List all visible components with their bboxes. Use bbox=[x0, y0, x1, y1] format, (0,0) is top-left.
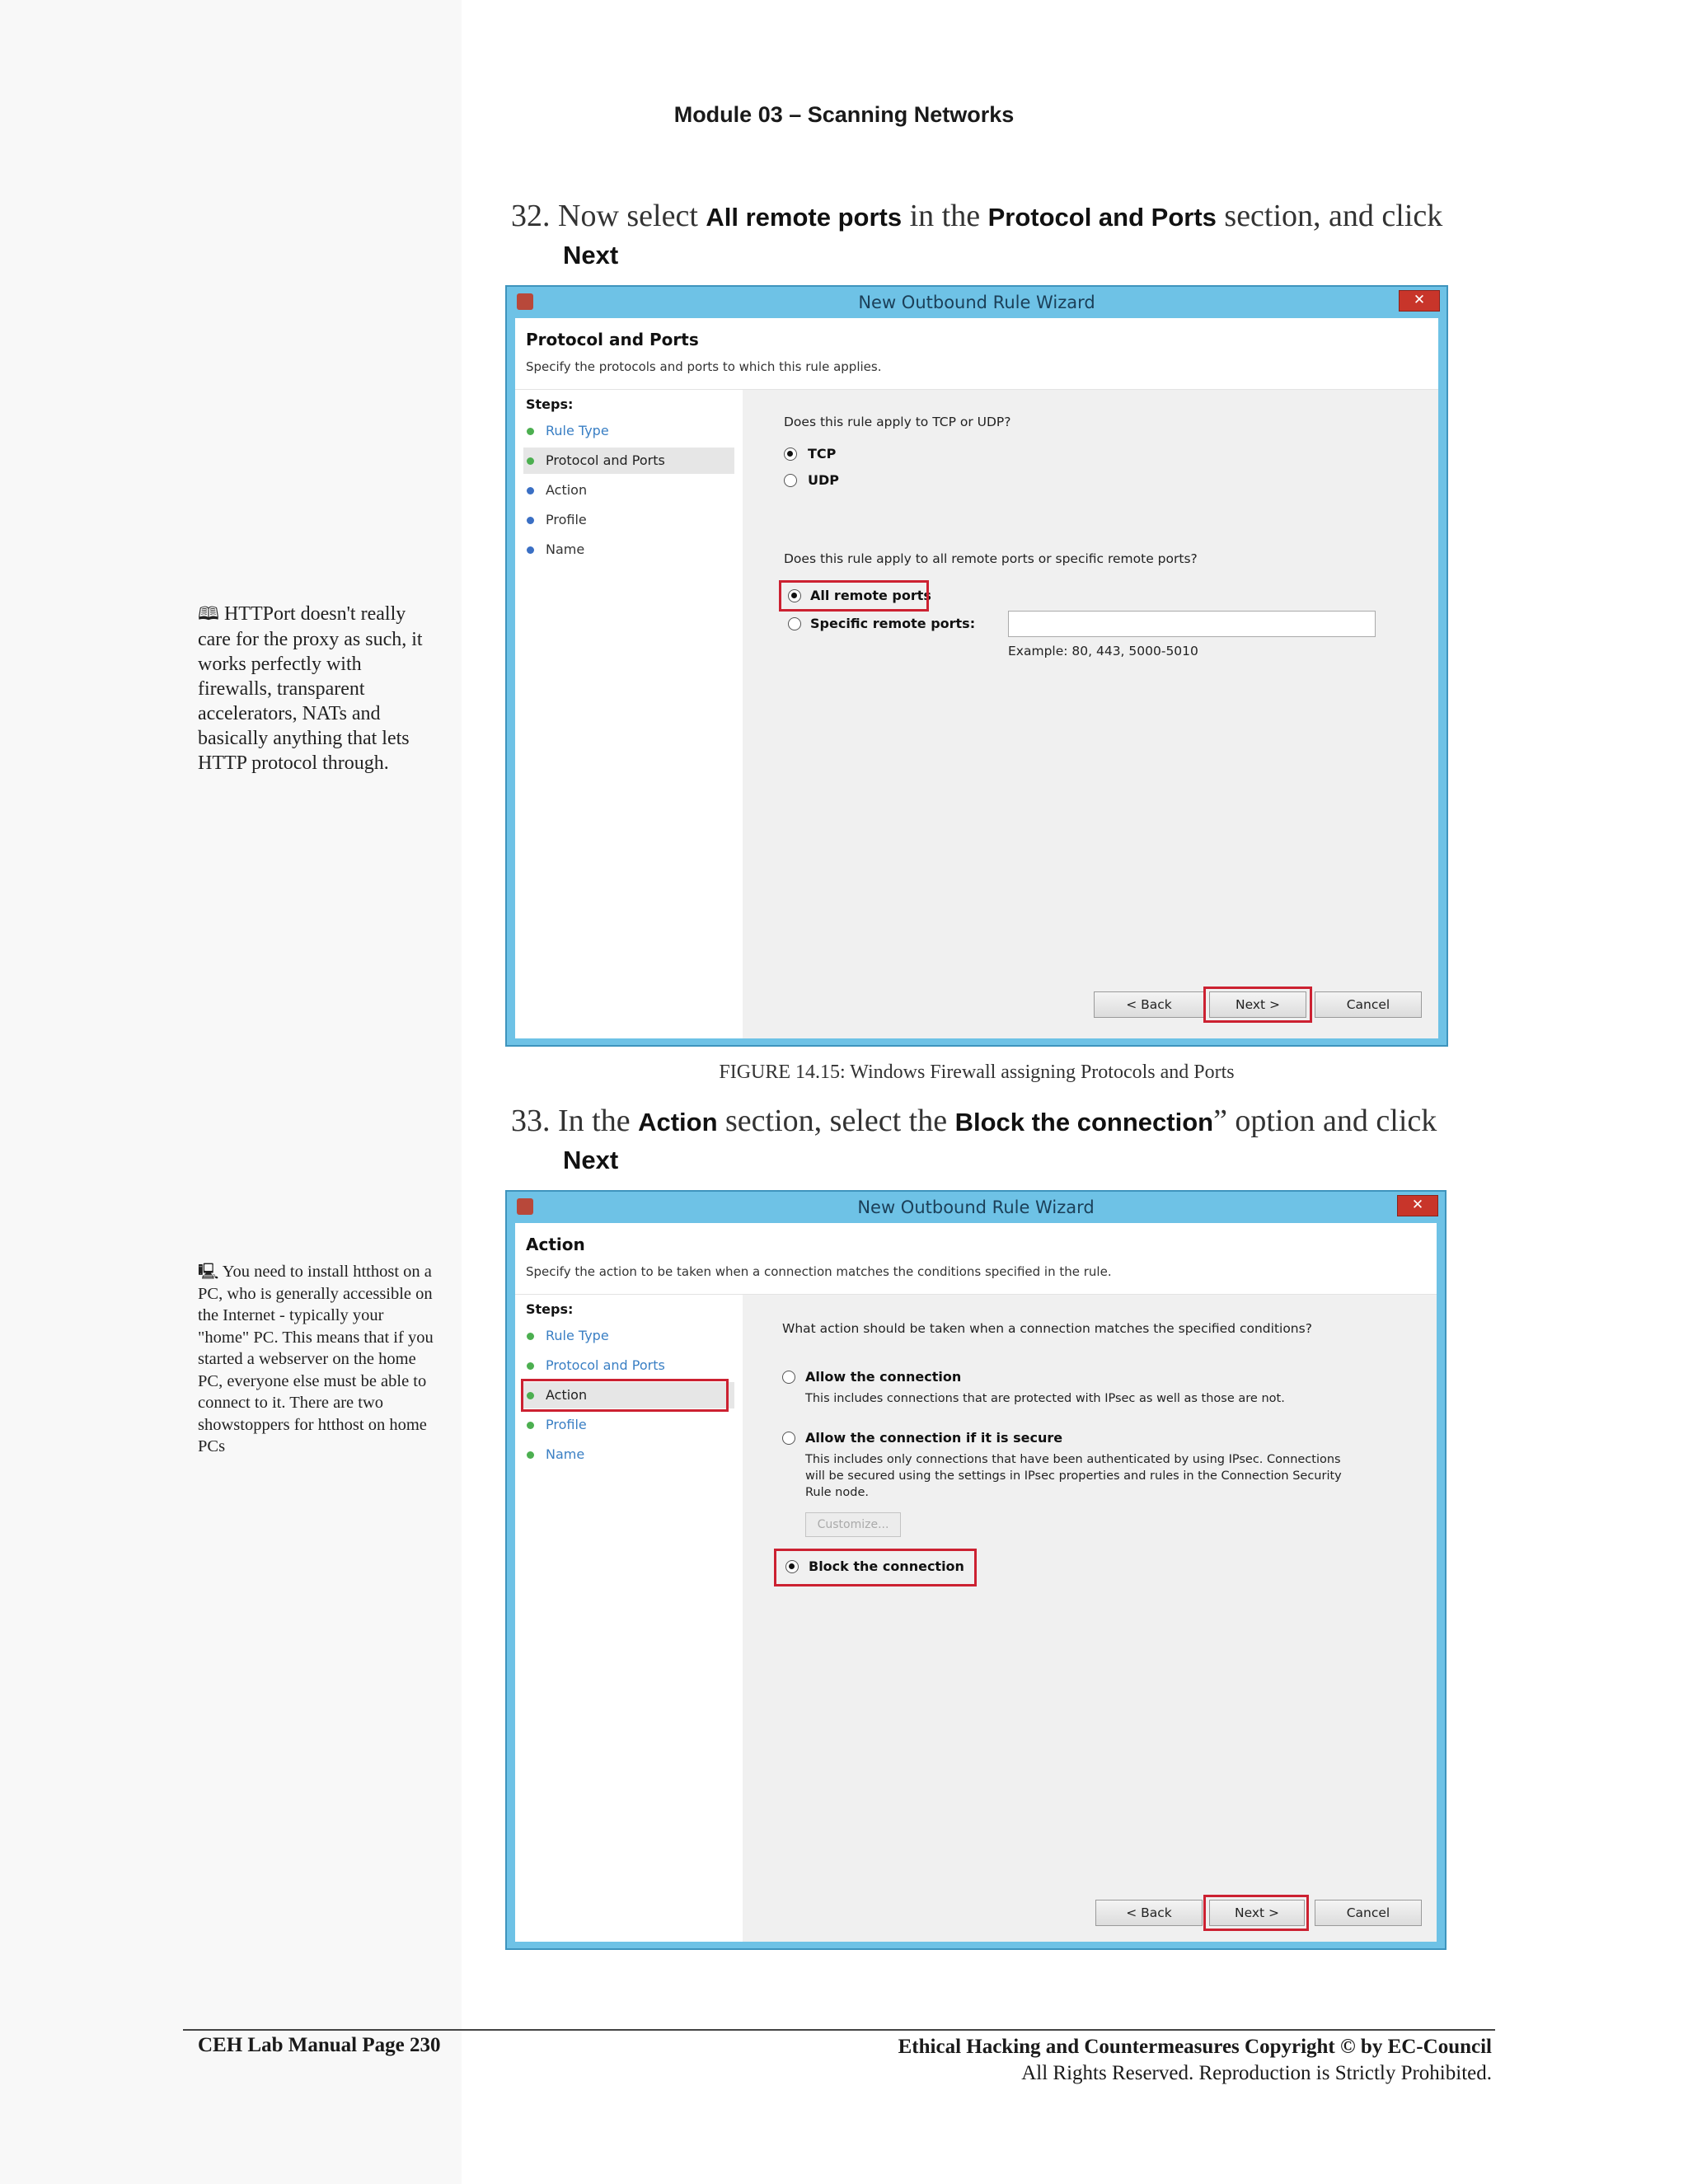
wizard-window-protocol-ports bbox=[505, 285, 1448, 1047]
specific-remote-ports-radio[interactable] bbox=[788, 617, 801, 630]
step-bold-next: Next bbox=[563, 241, 619, 269]
step-dot-icon bbox=[527, 1451, 534, 1459]
step-dot-icon bbox=[527, 457, 534, 465]
step-text: ” option and click bbox=[1213, 1104, 1437, 1138]
window-titlebar[interactable] bbox=[507, 287, 1447, 318]
steps-label: Steps: bbox=[526, 1301, 574, 1317]
step-item-rule-type[interactable] bbox=[523, 1323, 734, 1349]
all-remote-ports-label[interactable]: All remote ports bbox=[810, 588, 931, 603]
step-item-protocol-ports[interactable] bbox=[523, 1352, 734, 1379]
next-button[interactable]: Next > bbox=[1209, 1900, 1305, 1926]
section-description: Specify the protocols and ports to which this rule applies. bbox=[526, 359, 882, 374]
wizard-header bbox=[515, 1223, 1437, 1295]
computer-icon: 🖳 bbox=[198, 1263, 219, 1281]
step-dot-icon bbox=[527, 1333, 534, 1340]
step-dot-icon bbox=[527, 1422, 534, 1429]
back-button[interactable]: < Back bbox=[1095, 1900, 1203, 1926]
step-label: Protocol and Ports bbox=[546, 1357, 665, 1373]
allow-label[interactable]: Allow the connection bbox=[805, 1369, 962, 1385]
steps-label: Steps: bbox=[526, 396, 574, 412]
step-bold-protocol-and-ports: Protocol and Ports bbox=[987, 203, 1217, 232]
step-text: Now select bbox=[558, 199, 706, 233]
step-item-action[interactable] bbox=[523, 477, 734, 504]
step-label: Profile bbox=[546, 512, 587, 527]
allow-secure-desc-line3: Rule node. bbox=[805, 1486, 869, 1499]
note-text: You need to install htthost on a PC, who is generally accessible on the Internet - typically your "home" PC. This means that if you started a webserver on the home PC, everyone else must be able to connect to it. There are two showstoppers for htthost on home PCs bbox=[198, 1263, 434, 1455]
wizard-content bbox=[743, 390, 1438, 1038]
step-number: 32. bbox=[511, 199, 551, 233]
question-action: What action should be taken when a connection matches the specified conditions? bbox=[782, 1321, 1312, 1336]
close-button[interactable]: ✕ bbox=[1397, 1195, 1438, 1216]
specific-remote-ports-label[interactable]: Specific remote ports: bbox=[810, 616, 976, 631]
allow-secure-label[interactable]: Allow the connection if it is secure bbox=[805, 1430, 1063, 1446]
window-client bbox=[515, 1223, 1437, 1942]
step-label: Name bbox=[546, 541, 585, 557]
steps-panel bbox=[515, 1295, 743, 1942]
step-item-name[interactable] bbox=[523, 537, 734, 563]
highlight-action-step bbox=[521, 1379, 729, 1412]
step-text: In the bbox=[558, 1104, 639, 1138]
udp-label[interactable]: UDP bbox=[808, 472, 839, 488]
footer-rule bbox=[183, 2029, 1495, 2031]
section-title: Protocol and Ports bbox=[526, 330, 699, 349]
step-bold-block-connection: Block the connection bbox=[954, 1108, 1214, 1137]
allow-secure-desc-line2: will be secured using the settings in IPsec properties and rules in the Connection Security bbox=[805, 1469, 1342, 1483]
section-description: Specify the action to be taken when a connection matches the conditions specified in the rule. bbox=[526, 1264, 1112, 1279]
highlight-all-remote-ports bbox=[779, 580, 929, 612]
firewall-app-icon bbox=[517, 1198, 533, 1215]
highlight-block-connection bbox=[774, 1549, 977, 1586]
step-number: 33. bbox=[511, 1104, 551, 1138]
step-dot-icon bbox=[527, 546, 534, 554]
tcp-label[interactable]: TCP bbox=[808, 446, 837, 462]
specific-ports-input[interactable] bbox=[1008, 611, 1376, 637]
customize-button[interactable]: Customize... bbox=[805, 1512, 901, 1537]
wizard-content bbox=[743, 1295, 1437, 1942]
window-titlebar[interactable] bbox=[507, 1192, 1445, 1223]
udp-radio[interactable] bbox=[784, 474, 797, 487]
step-label: Name bbox=[546, 1446, 585, 1462]
book-icon: 🕮 bbox=[198, 604, 219, 625]
side-note-htthost bbox=[198, 1261, 437, 1458]
highlight-next-button bbox=[1203, 1895, 1309, 1931]
step-dot-icon bbox=[527, 517, 534, 524]
wizard-header bbox=[515, 318, 1438, 390]
step-label: Profile bbox=[546, 1417, 587, 1432]
step-label: Action bbox=[546, 1387, 588, 1403]
step-item-name[interactable] bbox=[523, 1441, 734, 1468]
note-text: HTTPort doesn't really care for the proxy as such, it works perfectly with firewalls, transparent accelerators, NATs and basically anything that lets HTTP protocol through. bbox=[198, 603, 423, 774]
section-title: Action bbox=[526, 1235, 585, 1254]
question-tcp-udp: Does this rule apply to TCP or UDP? bbox=[784, 415, 1011, 429]
side-note-httport bbox=[198, 602, 437, 776]
window-client bbox=[515, 318, 1438, 1038]
step-dot-icon bbox=[527, 1362, 534, 1370]
back-button[interactable]: < Back bbox=[1094, 991, 1204, 1018]
cancel-button[interactable]: Cancel bbox=[1315, 991, 1422, 1018]
block-label[interactable]: Block the connection bbox=[809, 1558, 964, 1574]
step-33-instruction bbox=[511, 1103, 1492, 1179]
allow-secure-desc-line1: This includes only connections that have been authenticated by using IPsec. Connections bbox=[805, 1453, 1341, 1466]
step-dot-icon bbox=[527, 487, 534, 494]
margin-sidebar bbox=[0, 0, 462, 2184]
wizard-window-action bbox=[505, 1190, 1447, 1950]
step-bold-action: Action bbox=[638, 1108, 718, 1137]
step-label: Action bbox=[546, 482, 588, 498]
figure-caption: FIGURE 14.15: Windows Firewall assigning Protocols and Ports bbox=[719, 1062, 1235, 1083]
highlight-next-button bbox=[1203, 987, 1312, 1023]
step-item-profile[interactable] bbox=[523, 507, 734, 533]
footer-copyright-line1: Ethical Hacking and Countermeasures Copyright © by EC-Council bbox=[898, 2036, 1492, 2058]
footer-page-label: CEH Lab Manual Page 230 bbox=[198, 2034, 441, 2056]
footer-copyright bbox=[898, 2034, 1492, 2087]
steps-panel bbox=[515, 390, 743, 1038]
ports-example: Example: 80, 443, 5000-5010 bbox=[1008, 644, 1198, 658]
step-dot-icon bbox=[527, 428, 534, 435]
step-item-protocol-ports[interactable] bbox=[523, 448, 734, 474]
window-title: New Outbound Rule Wizard bbox=[857, 1197, 1095, 1217]
step-bold-all-remote-ports: All remote ports bbox=[706, 203, 903, 232]
step-bold-next: Next bbox=[563, 1146, 619, 1174]
close-button[interactable]: ✕ bbox=[1399, 290, 1440, 312]
question-remote-ports: Does this rule apply to all remote ports or specific remote ports? bbox=[784, 551, 1198, 566]
step-item-profile[interactable] bbox=[523, 1412, 734, 1438]
step-32-instruction bbox=[511, 198, 1492, 274]
allow-description: This includes connections that are protected with IPsec as well as those are not. bbox=[805, 1392, 1285, 1405]
step-label: Rule Type bbox=[546, 423, 609, 438]
footer-copyright-line2: All Rights Reserved. Reproduction is Strictly Prohibited. bbox=[1021, 2062, 1492, 2084]
step-label: Protocol and Ports bbox=[546, 452, 665, 468]
step-text: in the bbox=[902, 199, 988, 233]
next-button[interactable]: Next > bbox=[1209, 991, 1306, 1018]
step-label: Rule Type bbox=[546, 1328, 609, 1343]
allow-secure-radio[interactable] bbox=[782, 1432, 795, 1445]
firewall-app-icon bbox=[517, 293, 533, 310]
step-text: section, and click bbox=[1216, 199, 1443, 233]
step-text: section, select the bbox=[717, 1104, 955, 1138]
module-header: Module 03 – Scanning Networks bbox=[673, 102, 1015, 127]
allow-radio[interactable] bbox=[782, 1371, 795, 1384]
window-title: New Outbound Rule Wizard bbox=[858, 293, 1095, 312]
cancel-button[interactable]: Cancel bbox=[1315, 1900, 1422, 1926]
step-item-rule-type[interactable] bbox=[523, 418, 734, 444]
tcp-radio[interactable] bbox=[784, 448, 797, 461]
